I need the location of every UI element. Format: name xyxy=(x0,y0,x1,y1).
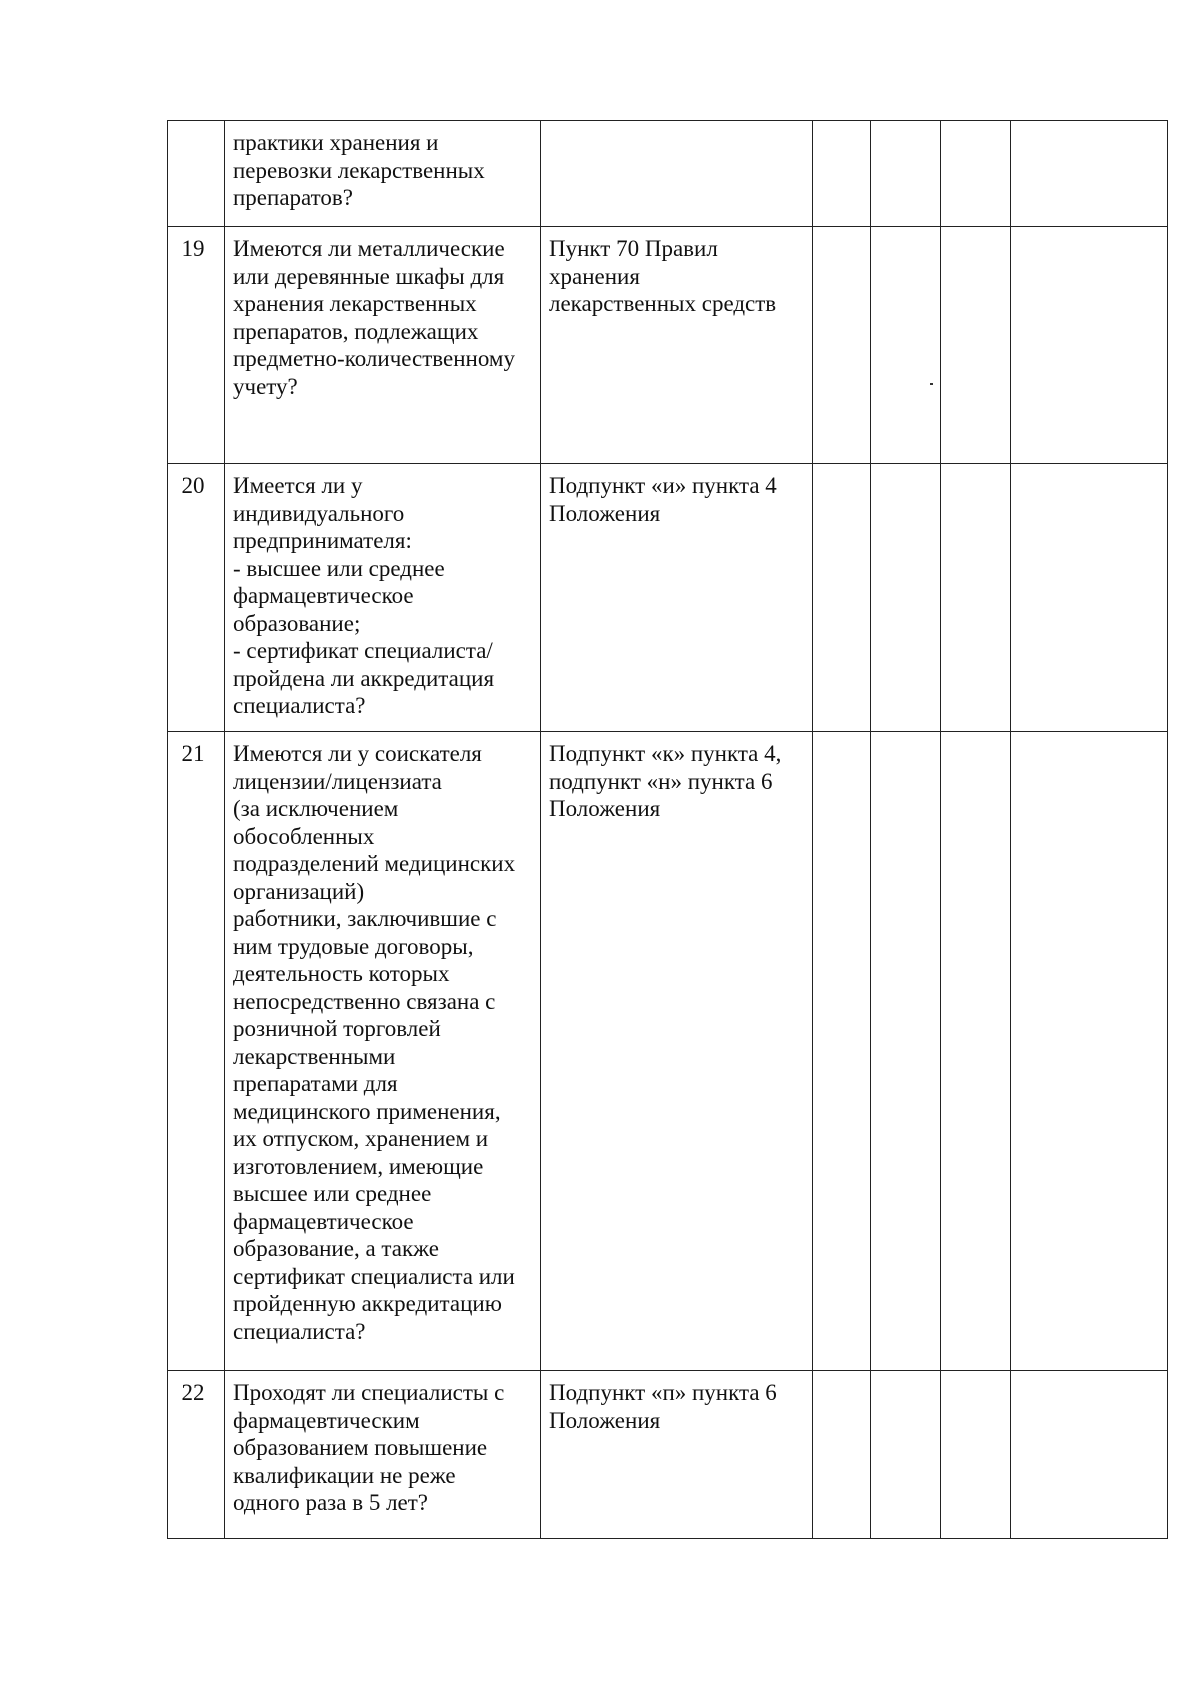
row-number xyxy=(168,121,225,227)
notes-cell[interactable] xyxy=(1011,1371,1168,1539)
table-row xyxy=(168,732,1168,1371)
requirement-question: Имеется ли у индивидуального предпринимателя: - высшее или среднее фармацевтическое образование; - сертификат специалиста/ пройдена ли аккредитация специалиста? xyxy=(225,464,541,732)
notes-cell[interactable] xyxy=(1011,732,1168,1371)
answer-cell-not-applicable[interactable] xyxy=(941,121,1011,227)
legal-reference: Подпункт «и» пункта 4 Положения xyxy=(541,464,813,732)
table-row xyxy=(168,1371,1168,1539)
legal-reference: Пункт 70 Правил хранения лекарственных средств xyxy=(541,227,813,464)
requirement-question: Имеются ли металлические или деревянные шкафы для хранения лекарственных препаратов, подлежащих предметно-количественному учету? xyxy=(225,227,541,464)
answer-cell-no[interactable] xyxy=(871,121,941,227)
table-row xyxy=(168,464,1168,732)
answer-cell-yes[interactable] xyxy=(813,1371,871,1539)
answer-cell-yes[interactable] xyxy=(813,464,871,732)
answer-cell-no[interactable] xyxy=(871,1371,941,1539)
answer-cell-no[interactable] xyxy=(871,732,941,1371)
table-row xyxy=(168,227,1168,464)
answer-cell-yes[interactable] xyxy=(813,732,871,1371)
legal-reference: Подпункт «к» пункта 4, подпункт «н» пункта 6 Положения xyxy=(541,732,813,1371)
row-number: 19 xyxy=(168,227,225,464)
requirement-question: Проходят ли специалисты с фармацевтическим образованием повышение квалификации не реже одного раза в 5 лет? xyxy=(225,1371,541,1539)
answer-cell-yes[interactable] xyxy=(813,227,871,464)
requirement-question: практики хранения и перевозки лекарственных препаратов? xyxy=(225,121,541,227)
table-row xyxy=(168,121,1168,227)
row-number: 22 xyxy=(168,1371,225,1539)
notes-cell[interactable] xyxy=(1011,121,1168,227)
answer-cell-not-applicable[interactable] xyxy=(941,227,1011,464)
requirement-question: Имеются ли у соискателя лицензии/лицензиата (за исключением обособленных подразделений медицинских организаций) работники, заключившие с ним трудовые договоры, деятельность которых непосредственно связана с розничной торговлей лекарственными препаратами для медицинского применения, их отпуском, хранением и изготовлением, имеющие высшее или среднее фармацевтическое образование, а также сертификат специалиста или пройденную аккредитацию специалиста? xyxy=(225,732,541,1371)
legal-reference: Подпункт «п» пункта 6 Положения xyxy=(541,1371,813,1539)
answer-cell-no[interactable] xyxy=(871,227,941,464)
answer-cell-not-applicable[interactable] xyxy=(941,464,1011,732)
answer-cell-no[interactable] xyxy=(871,464,941,732)
row-number: 20 xyxy=(168,464,225,732)
answer-cell-not-applicable[interactable] xyxy=(941,732,1011,1371)
answer-cell-yes[interactable] xyxy=(813,121,871,227)
answer-cell-not-applicable[interactable] xyxy=(941,1371,1011,1539)
stray-ink-mark xyxy=(930,383,933,385)
row-number: 21 xyxy=(168,732,225,1371)
notes-cell[interactable] xyxy=(1011,227,1168,464)
checklist-table xyxy=(167,120,1168,1539)
notes-cell[interactable] xyxy=(1011,464,1168,732)
legal-reference xyxy=(541,121,813,227)
